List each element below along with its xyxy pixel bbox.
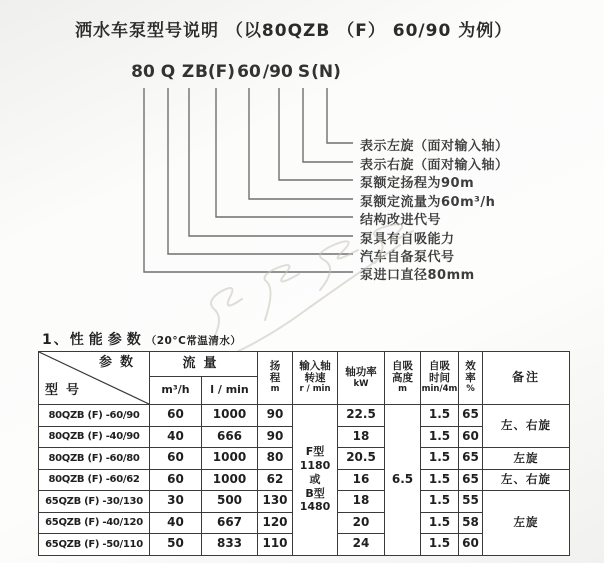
corner-header-cell — [39, 352, 150, 405]
label-inlet-diameter: 泵进口直径80mm — [360, 268, 475, 283]
header-head-line1: 扬 — [269, 360, 281, 373]
flow-m3h-cell: 40 — [150, 426, 202, 448]
suction-time-cell: 1.5 — [421, 534, 459, 556]
section-subtitle: （20°C常温清水） — [145, 335, 242, 347]
header-shaft-power — [338, 352, 385, 405]
code-segment-q: Q — [160, 62, 176, 82]
remark-cell: 左旋 — [483, 491, 570, 556]
header-power-unit: kW — [353, 378, 369, 389]
flow-m3h-cell: 60 — [150, 469, 202, 491]
code-segment-flow: 60 — [237, 62, 261, 82]
flow-lmin-cell: 500 — [202, 491, 258, 513]
suction-time-cell: 1.5 — [421, 469, 459, 491]
section-number: 1、 — [42, 332, 70, 348]
code-segment-bf: B(F) — [194, 62, 236, 82]
header-speed-line2: 转速 — [304, 371, 326, 384]
suction-time-cell: 1.5 — [421, 448, 459, 470]
model-cell: 80QZB (F) -40/90 — [39, 426, 150, 448]
power-cell: 18 — [338, 491, 385, 513]
label-right-rotation: 表示右旋（面对输入轴） — [360, 158, 509, 173]
header-suction-time — [421, 352, 459, 405]
flow-m3h-cell: 30 — [150, 491, 202, 513]
speed-line5: 1480 — [299, 500, 331, 514]
flow-lmin-cell: 666 — [202, 426, 258, 448]
section-heading — [42, 329, 241, 349]
table-row — [39, 405, 570, 427]
suction-time-cell: 1.5 — [421, 491, 459, 513]
header-input-speed — [293, 352, 338, 405]
remark-cell: 左、右旋 — [483, 405, 570, 448]
power-cell: 16 — [338, 469, 385, 491]
efficiency-cell: 60 — [459, 534, 483, 556]
label-structure-code: 结构改进代号 — [360, 213, 442, 228]
code-segment-inlet: 80 — [131, 62, 155, 82]
label-rated-head: 泵额定扬程为90m — [360, 176, 475, 191]
flow-m3h-cell: 50 — [150, 534, 202, 556]
flow-m3h-cell: 60 — [150, 448, 202, 470]
header-efficiency — [459, 352, 483, 405]
suction-height-cell: 6.5 — [385, 405, 421, 556]
power-cell: 18 — [338, 426, 385, 448]
head-cell: 90 — [258, 426, 293, 448]
header-sheight-line1: 自吸 — [392, 360, 414, 373]
performance-table — [38, 351, 570, 556]
efficiency-cell: 65 — [459, 448, 483, 470]
corner-label-model: 型号 — [45, 383, 88, 399]
suction-time-cell: 1.5 — [421, 426, 459, 448]
head-cell: 130 — [258, 491, 293, 513]
power-cell: 22.5 — [338, 405, 385, 427]
header-speed-unit: r / min — [299, 384, 331, 395]
label-self-priming: 泵具有自吸能力 — [360, 232, 455, 247]
header-head-line2: 程 — [269, 371, 281, 384]
header-eff-line2: 率 — [465, 371, 476, 384]
header-sheight-unit: m — [398, 384, 407, 395]
header-eff-line1: 效 — [465, 360, 476, 373]
flow-lmin-cell: 667 — [202, 512, 258, 534]
code-segment-slash: / — [262, 62, 270, 82]
label-vehicle-pump-code: 汽车自备泵代号 — [360, 250, 455, 265]
section-title: 性能参数 — [69, 332, 146, 348]
model-cell: 65QZB (F) -40/120 — [39, 512, 150, 534]
header-head-unit: m — [270, 384, 280, 395]
head-cell: 110 — [258, 534, 293, 556]
head-cell: 80 — [258, 448, 293, 470]
header-flow-m3h: m³/h — [150, 377, 202, 405]
header-suction-height — [385, 352, 421, 405]
head-cell: 120 — [258, 512, 293, 534]
efficiency-cell: 65 — [459, 405, 483, 427]
speed-line4: B型 — [305, 486, 325, 500]
flow-m3h-cell: 60 — [150, 405, 202, 427]
speed-line1: F型 — [305, 445, 325, 459]
header-flow-lmin: l / min — [202, 377, 258, 405]
label-left-rotation: 表示左旋（面对输入轴） — [360, 139, 509, 154]
suction-time-cell: 1.5 — [421, 512, 459, 534]
flow-lmin-cell: 1000 — [202, 448, 258, 470]
header-head — [258, 352, 293, 405]
power-cell: 20.5 — [338, 448, 385, 470]
flow-lmin-cell: 833 — [202, 534, 258, 556]
header-stime-line2: 时间 — [429, 371, 451, 384]
flow-lmin-cell: 1000 — [202, 405, 258, 427]
code-segment-n: (N) — [311, 62, 341, 82]
remark-cell: 左、右旋 — [483, 469, 570, 491]
head-cell: 62 — [258, 469, 293, 491]
model-cell: 80QZB (F) -60/62 — [39, 469, 150, 491]
speed-line2: 1180 — [299, 459, 331, 473]
header-stime-unit: min/4m — [421, 384, 458, 395]
efficiency-cell: 55 — [459, 491, 483, 513]
remark-cell: 左旋 — [483, 448, 570, 470]
power-cell: 20 — [338, 512, 385, 534]
header-power-line1: 轴功率 — [345, 366, 377, 379]
header-speed-line1: 输入轴 — [299, 360, 331, 373]
power-cell: 24 — [338, 534, 385, 556]
header-flow: 流量 — [150, 352, 258, 377]
model-cell: 65QZB (F) -30/130 — [39, 491, 150, 513]
head-cell: 90 — [258, 405, 293, 427]
flow-m3h-cell: 40 — [150, 512, 202, 534]
model-cell: 80QZB (F) -60/80 — [39, 448, 150, 470]
code-segment-head: 90 — [269, 62, 293, 82]
corner-label-parameter: 参数 — [98, 355, 141, 370]
model-cell: 65QZB (F) -50/110 — [39, 534, 150, 556]
input-speed-cell — [293, 405, 338, 556]
speed-line3: 或 — [309, 472, 321, 486]
flow-lmin-cell: 1000 — [202, 469, 258, 491]
page-title: 洒水车泵型号说明 （以80QZB （F） 60/90 为例） — [75, 21, 513, 41]
label-rated-flow: 泵额定流量为60m³/h — [360, 195, 496, 210]
code-segment-s: S — [297, 62, 311, 82]
header-stime-line1: 自吸 — [429, 360, 451, 373]
efficiency-cell: 60 — [459, 426, 483, 448]
header-sheight-line2: 高度 — [392, 371, 414, 384]
code-segment-z: Z — [181, 62, 195, 82]
suction-time-cell: 1.5 — [421, 405, 459, 427]
header-remark: 备注 — [483, 352, 570, 405]
efficiency-cell: 65 — [459, 469, 483, 491]
efficiency-cell: 58 — [459, 512, 483, 534]
header-eff-unit: % — [466, 384, 475, 395]
model-cell: 80QZB (F) -60/90 — [39, 405, 150, 427]
